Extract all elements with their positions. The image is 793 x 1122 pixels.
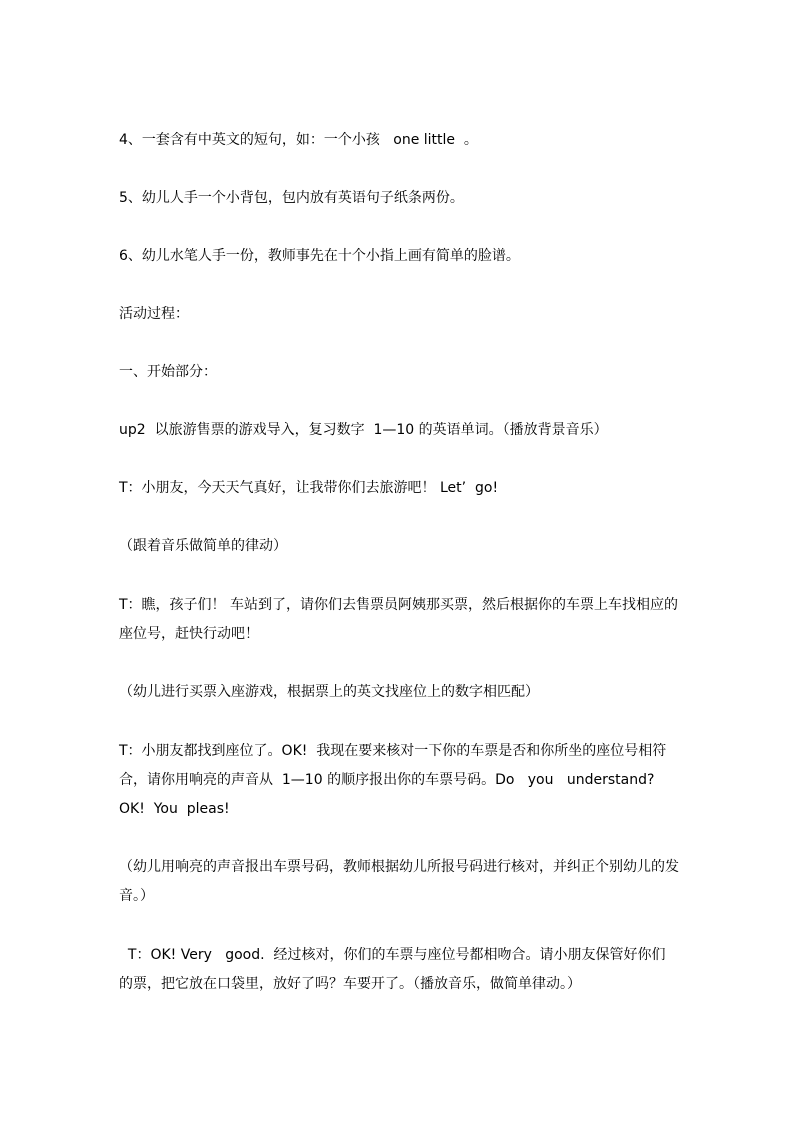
heading-opening-part: 一、开始部分： (119, 364, 217, 380)
paragraph-materials-5: 5、幼儿人手一个小背包，包内放有英语句子纸条两份。 (119, 190, 464, 206)
paragraph-intro-game: up2 以旅游售票的游戏导入，复习数字 1—10 的英语单词。（播放背景音乐） (119, 422, 608, 438)
paragraph-materials-4: 4、一套含有中英文的短句，如：一个小孩 one little 。 (119, 132, 478, 148)
paragraph-materials-6: 6、幼儿水笔人手一份，教师事先在十个小指上画有简单的脸谱。 (119, 248, 520, 264)
paragraph-children-report-note: （幼儿用响亮的声音报出车票号码，教师根据幼儿所报号码进行核对，并纠正个别幼儿的发音。） (119, 859, 679, 904)
paragraph-teacher-station: T：瞧，孩子们！ 车站到了，请你们去售票员阿姨那买票，然后根据你的车票上车找相应的座位号，赶快行动吧！ (119, 597, 678, 642)
paragraph-teacher-verygood: T：OK! Very good. 经过核对，你们的车票与座位号都相吻合。请小朋友保管好你们的票，把它放在口袋里，放好了吗？车要开了。（播放音乐，做简单律动。） (119, 947, 666, 992)
paragraph-rhythm-note: （跟着音乐做简单的律动） (119, 538, 287, 554)
paragraph-ticket-game-note: （幼儿进行买票入座游戏，根据票上的英文找座位上的数字相匹配） (119, 684, 539, 700)
heading-activity-process: 活动过程： (119, 306, 189, 322)
paragraph-teacher-greeting: T：小朋友，今天天气真好，让我带你们去旅游吧！ Let’ go! (119, 480, 499, 496)
paragraph-teacher-check: T：小朋友都找到座位了。OK! 我现在要来核对一下你的车票是否和你所坐的座位号相符合，请你用响亮的声音从 1—10 的顺序报出你的车票号码。Do you understand?OK! You pleas! (119, 743, 667, 817)
